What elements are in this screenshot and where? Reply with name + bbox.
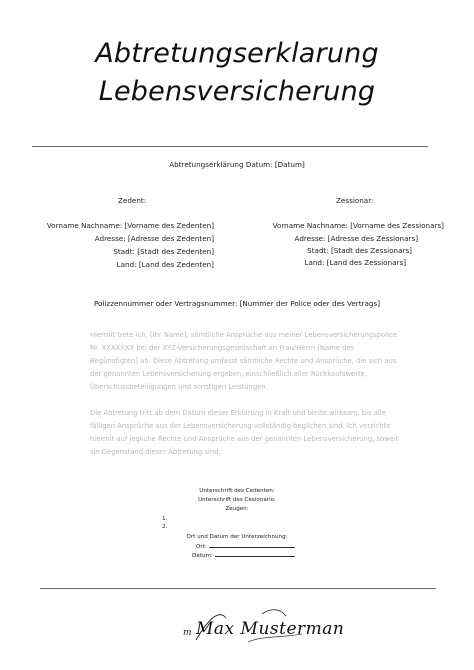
witness-2: 2. [162,524,168,530]
zessionar-country: Land: [Land des Zessionars] [304,258,406,267]
title-line-1: Abtretungserklarung [95,38,379,69]
signature-flourish [190,606,310,646]
zedent-name: Vorname Nachname: [Vorname des Zedenten] [46,221,214,230]
zessionar-address: Adresse: [Adresse des Zessionars] [294,234,418,243]
title-line-2: Lebensversicherung [98,76,376,107]
zessionar-name: Vorname Nachname: [Vorname des Zessionars] [272,221,444,230]
place-label: Ort: [196,544,207,550]
date-field [192,550,295,561]
divider-top [32,146,428,147]
cessionary-signature-label: Unterschrift des Cesionario: [198,497,276,503]
place-date-heading: Ort und Datum der Unterzeichnung: [186,534,288,540]
zessionar-city: Stadt: [Stadt des Zessionars] [307,246,412,255]
witness-1: 1. [162,516,168,522]
cedent-signature-label: Unterschrift des Cedenten: [199,488,275,494]
zedent-address: Adresse: [Adresse des Zedenten] [94,234,214,243]
place-line [209,541,295,548]
date-label: Datum: [192,553,213,559]
zedent-city: Stadt: [Stadt des Zedenten] [113,247,214,256]
divider-bottom [40,588,436,589]
signature-prefix: m [183,628,192,638]
body-paragraph-1: Hiermit trete ich, [Ihr Name], sämtliche Ansprüche aus meiner Lebensversicherungspolice Nr. XXXXXXX bei der XYZ-Versicherungsgesellschaft an Frau/Herrn [Name des Begünstigten] ab. Diese Abtretung umfasst sämtliche Rechte und Ansprüche, die sich aus der genannten Lebensversicherung ergeben, einschließlich aller Rückkaufswerte, Überschussbeteiligungen und sonstigen Leistungen. [90,331,397,391]
date-sign-line [215,550,295,557]
zedent-country: Land: [Land des Zedenten] [116,260,214,269]
zedent-heading: Zedent: [118,196,147,205]
signature-name: Max Musterman [196,619,345,639]
body-paragraph-2: Die Abtretung tritt ab dem Datum dieser Erklärung in Kraft und bleibt wirksam, bis alle fälligen Ansprüche aus der Lebensversicherung vollständig beglichen sind. Ich verzichte hiermit auf jegliche Rechte und Ansprüche aus der genannten Lebensversicherung, soweit sie Gegenstand dieser Abtretung sind. [90,409,399,456]
date-line: Abtretungserklärung Datum: [Datum] [169,160,305,169]
policy-line: Polizzennummer oder Vertragsnummer: [Nummer der Police oder des Vertrags] [93,299,381,308]
witnesses-label: Zeugen: [225,506,249,512]
zessionar-heading: Zessionar: [336,196,374,205]
